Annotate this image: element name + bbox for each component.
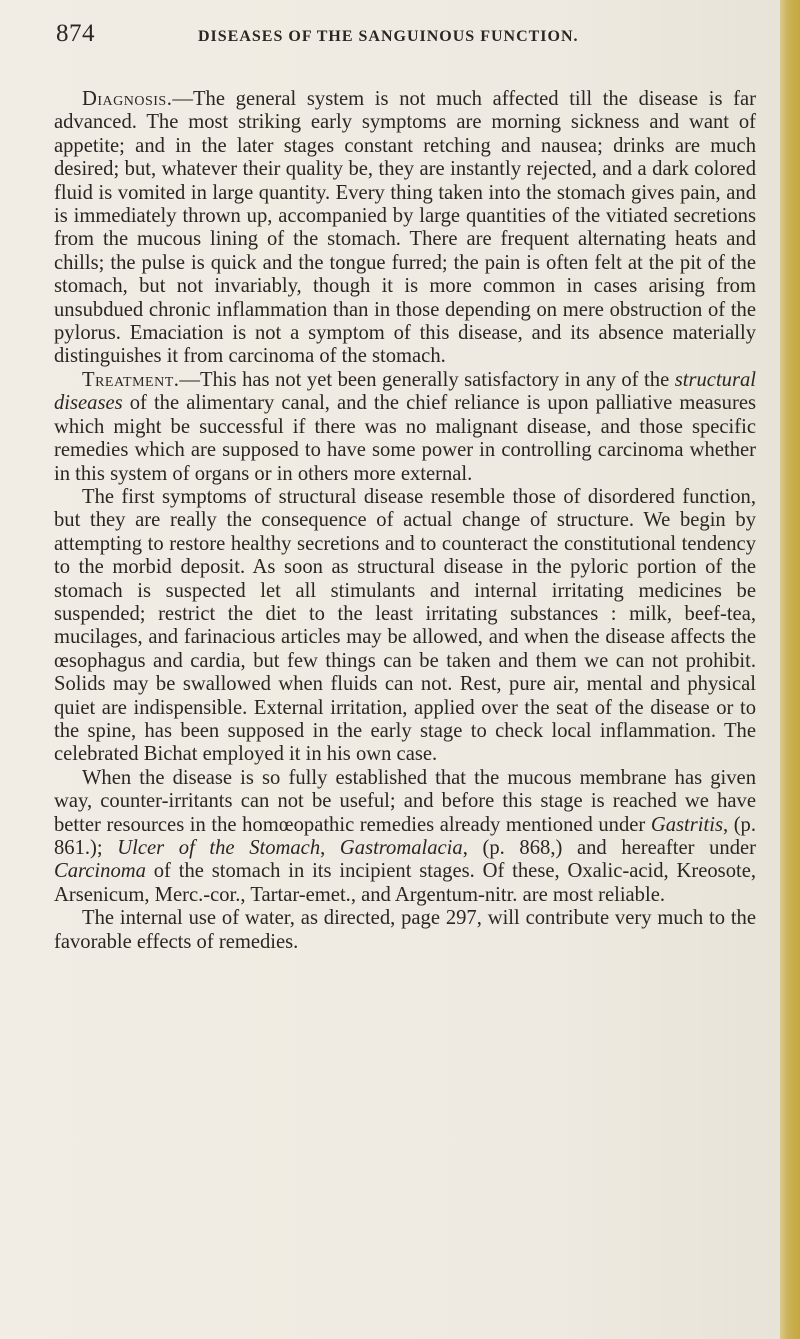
page-number: 874: [56, 20, 95, 47]
paragraph-treatment: [54, 369, 756, 486]
text-segment: The first symptoms of structural disease resemble those of disordered function, but they are really the consequence of actual change of structure. We begin by attempting to restore healthy secretions and to counteract the constitutional tendency to the morbid deposit. As soon as structural disease in the pyloric portion of the stomach is suspected let all stimulants and internal irritating medicines be suspended; restrict the diet to the least irritating substances : milk, beef-tea, mucilages, and farinacious articles may be allowed, and when the disease affects the œsophagus and cardia, but few things can be taken and them we can not prohibit. Solids may be swallowed when fluids can not. Rest, pure air, mental and physical quiet are indispensible. External irritation, applied over the seat of the disease or to the spine, has been supposed in the early stage to check local inflammation. The celebrated Bichat employed it in his own case.: [54, 485, 756, 766]
text-segment: of the alimentary canal, and the chief reliance is upon palliative measures which might be successful if there was no malignant disease, and those specific remedies which are supposed to have some power in controlling carcinoma whether in this system of organs or in others more external.: [54, 392, 756, 485]
paragraph-remedies: [54, 767, 756, 907]
body-text: [54, 88, 756, 954]
paragraph-diagnosis: [54, 88, 756, 369]
italic-term: Carcinoma: [54, 860, 146, 883]
text-segment: The internal use of water, as directed, page 297, will contribute very much to the favorable effects of remedies.: [54, 907, 756, 953]
running-title: DISEASES OF THE SANGUINOUS FUNCTION.: [198, 28, 579, 45]
section-heading-treatment: Treatment.: [82, 368, 180, 391]
text-segment: —This has not yet been generally satisfactory in any of the: [179, 368, 675, 391]
text-segment: When the disease is so fully established that the mucous membrane has given way, counter-irritants can not be useful; and before this stage is reached we have better resources in the homœopathic remedies already mentioned under: [54, 766, 756, 836]
section-heading-diagnosis: Diagnosis.: [82, 88, 173, 110]
paragraph-water: [54, 907, 756, 954]
text-segment: —The general system is not much affected till the disease is far advanced. The most striking early symptoms are morning sickness and want of appetite; and in the later stages constant retching and nausea; drinks are much desired; but, whatever their quality be, they are instantly rejected, and a dark colored fluid is vomited in large quantity. Every thing taken into the stomach gives pain, and is immediately thrown up, accompanied by large quantities of the vitiated secretions from the mucous lining of the stomach. There are frequent alternating heats and chills; the pulse is quick and the tongue furred; the pain is often felt at the pit of the stomach, but not invariably, though it is more common in cases arising from unsubdued chronic inflammation than in those depending on mere obstruction of the pylorus. Emaciation is not a symptom of this disease, and its absence materially distinguishes it from carcinoma of the stomach.: [54, 88, 756, 368]
italic-term: Gastromalacia: [339, 837, 463, 859]
book-spine-edge: [780, 0, 800, 1339]
italic-term: Ulcer of the Stomach: [117, 837, 321, 859]
text-segment: , (p. 868,) and hereafter under: [462, 837, 756, 859]
text-segment: of the stomach in its incipient stages. Of these, Oxalic-acid, Kreosote, Arsenicum, Merc.-cor., Tartar-emet., and Argentum-nitr. are most reliable.: [54, 860, 756, 906]
italic-term: Gastritis: [650, 813, 723, 836]
italic-term: structural diseases: [54, 368, 756, 415]
page-header: [56, 20, 756, 56]
paragraph-first-symptoms: [54, 486, 756, 767]
text-segment: , (p. 861.);: [54, 813, 756, 859]
text-segment: ,: [320, 837, 340, 859]
